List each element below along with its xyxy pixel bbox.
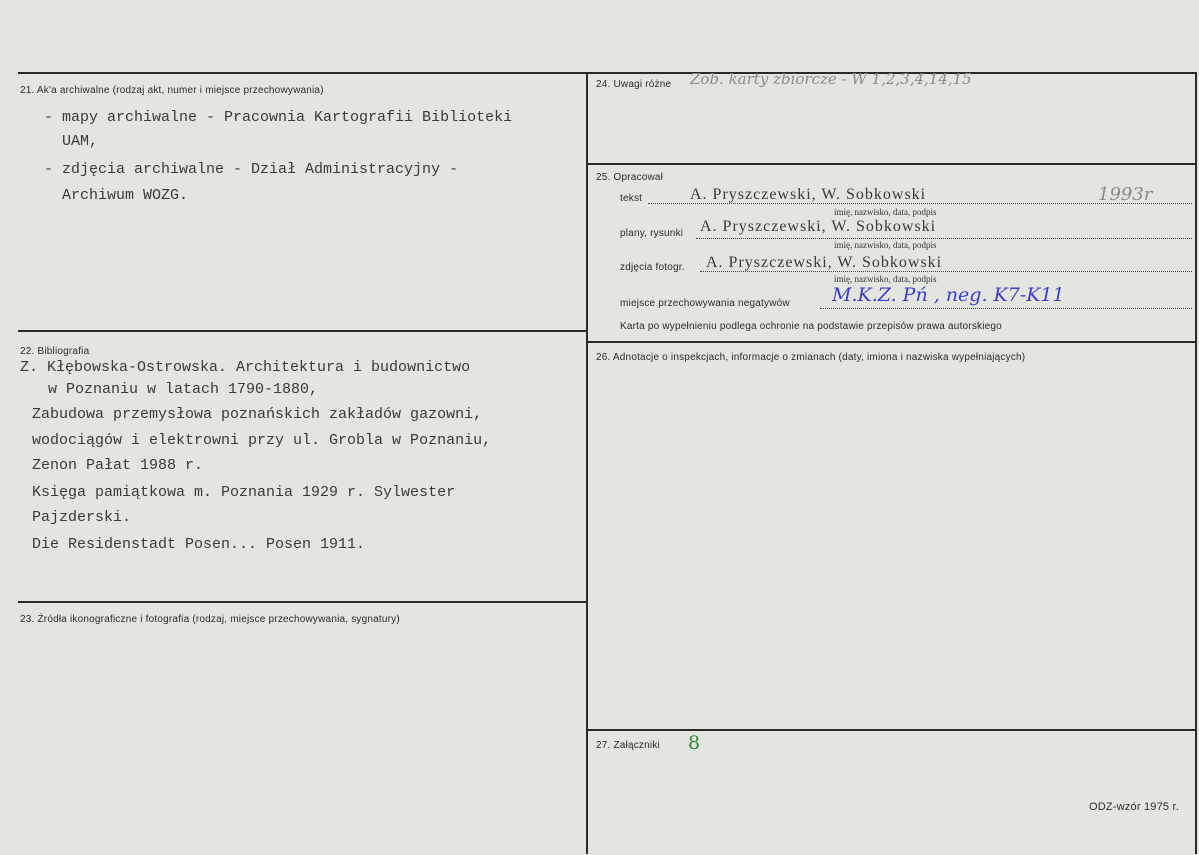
section-21-line: - zdjęcia archiwalne - Dział Administracyjny - [44, 161, 459, 178]
section-23-heading: 23. Źródła ikonograficzne i fotografia (rodzaj, miejsce przechowywania, sygnatury) [20, 614, 400, 625]
rule-26-27 [587, 729, 1196, 731]
center-divider [586, 72, 588, 854]
right-border [1195, 72, 1197, 854]
plany-value: A. Pryszczewski, W. Sobkowski [700, 218, 937, 235]
negatywy-handwritten-value: M.K.Z. Pń , neg. K7-K11 [832, 284, 1065, 306]
top-rule [18, 72, 1196, 74]
bibliography-line: Z. Kłębowska-Ostrowska. Architektura i budownictwo [20, 359, 471, 376]
year-handwritten: 1993r [1098, 184, 1153, 205]
form-identifier: ODZ-wzór 1975 r. [1089, 801, 1180, 813]
bibliography-line: wodociągów i elektrowni przy ul. Grobla w Poznaniu, [32, 432, 492, 449]
section-26-heading: 26. Adnotacje o inspekcjach, informacje o zmianach (daty, imiona i nazwiska wypełniających) [596, 352, 1026, 363]
negatywy-label: miejsce przechowywania negatywów [620, 298, 790, 309]
bibliography-line: w Poznaniu w latach 1790-1880, [48, 381, 319, 398]
rule-24-25 [587, 163, 1196, 165]
rule-22-23 [18, 601, 587, 603]
tekst-label: tekst [620, 193, 643, 204]
bibliography-line: Pajzderski. [32, 509, 132, 526]
copyright-footnote: Karta po wypełnieniu podlega ochronie na podstawie przepisów prawa autorskiego [620, 321, 1002, 332]
section-21-line: - mapy archiwalne - Pracownia Kartografii Biblioteki [44, 109, 513, 126]
section-21-line: Archiwum WOZG. [62, 187, 189, 204]
bibliography-line: Zabudowa przemysłowa poznańskich zakładów gazowni, [32, 406, 483, 423]
section-24-handwritten-note: Zob. karty zbiorcze - W 1,2,3,4,14,15 [690, 70, 972, 88]
rule-21-22 [18, 330, 587, 332]
zdjecia-label: zdjęcia fotogr. [620, 262, 685, 273]
bibliography-line: Księga pamiątkowa m. Poznania 1929 r. Sylwester [32, 484, 456, 501]
tekst-caption: imię, nazwisko, data, podpis [834, 207, 937, 217]
plany-label: plany, rysunki [620, 228, 684, 239]
section-24-heading: 24. Uwagi różne [596, 79, 672, 90]
rule-25-26 [587, 341, 1196, 343]
zdjecia-caption: imię, nazwisko, data, podpis [834, 274, 937, 284]
negatywy-dotted-line [820, 308, 1192, 309]
section-25-heading: 25. Opracował [596, 172, 664, 183]
plany-dotted-line [696, 238, 1192, 239]
section-22-heading: 22. Bibliografia [20, 346, 90, 357]
section-21-line: UAM, [62, 133, 99, 150]
attachments-handwritten-count: 8 [688, 732, 701, 754]
zdjecia-value: A. Pryszczewski, W. Sobkowski [706, 254, 943, 271]
bibliography-line: Zenon Pałat 1988 r. [32, 457, 204, 474]
plany-caption: imię, nazwisko, data, podpis [834, 240, 937, 250]
bibliography-line: Die Residenstadt Posen... Posen 1911. [32, 536, 366, 553]
tekst-value: A. Pryszczewski, W. Sobkowski [690, 186, 927, 203]
section-21-heading: 21. Ak'a archiwalne (rodzaj akt, numer i miejsce przechowywania) [20, 85, 324, 96]
section-27-heading: 27. Załączniki [596, 740, 660, 751]
